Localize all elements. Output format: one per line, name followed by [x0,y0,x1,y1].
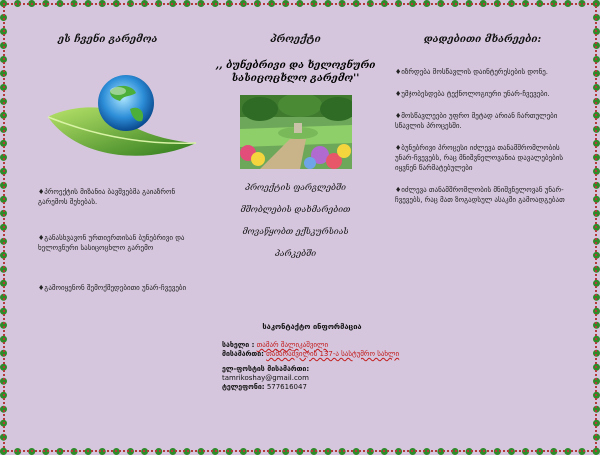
contact-title: საკონტაქტო ინფორმაცია [262,322,362,331]
right-bullet-1: ♦იზრდება მოსწავლის დაინტერესების დონე. [395,68,549,76]
contact-address-label: მისამართი: [222,350,264,358]
garden-photo [240,95,352,169]
right-column [395,34,570,205]
left-bullet-1: ♦პროექტის მიზანია ბავშვებმა გაიაზრონ გარემოს შეხებას. [38,188,176,206]
project-line-1: პროექტის ფარგლებში [245,183,346,193]
contact-name-value: თამარ შალიკაშვილი [256,341,329,349]
left-heading: ეს ჩვენი გარემოა [58,34,158,45]
contact-info [222,322,402,392]
right-bullet-5: ♦იძლევა თანამშრომლობის მნიშვნელოვან უნარ-ჩვევებს, რაც მათ ზოგადსულ ასაკში გამოადგებათ [395,186,565,204]
right-bullet-4: ♦ბუნებრივი პროცესი იძლევა თანამშრომლობის უნარ-ჩვევებს, რაც მნიშვნელოვანია დავალებების იყვნენ წარმატებულები [395,144,564,172]
contact-address-row [222,350,402,359]
contact-address-value: თამარაშვილის 137-ა სასტუმრო სახლი [266,350,400,358]
contact-name-label: სახელი : [222,341,255,349]
contact-email-value-row [222,374,402,383]
right-heading: დადებითი მხარეები: [423,34,542,45]
project-line-3: მოვაწყობთ ექსკურსიას [242,227,349,237]
left-column [38,34,203,293]
contact-email-label: ელ-ფოსტის მისამართი: [222,365,310,373]
project-line-4: პარკებში [274,249,317,259]
contact-phone-value: 577616047 [266,383,307,391]
left-bullet-3: ♦გამოიყენონ შემოქმედებითი უნარ-ჩვევები [38,284,187,292]
center-heading: პროექტი [270,34,321,45]
contact-phone-label: ტელეფონი: [222,383,265,391]
globe-leaf-illustration [38,65,203,165]
project-line-2: მშობლების დახმარებით [240,205,351,215]
right-bullet-3: ♦მოსწავლეები უფრო მეტად არიან ჩართულები სწავლის პროცესში. [395,112,558,130]
contact-phone-row [222,383,402,392]
project-title: ,, ბუნებრივი და ხელოვნური სასიცოცხლო გარემო'' [215,60,376,84]
contact-name-row [222,341,402,350]
left-bullet-2: ♦განასხვავონ ურთიერთისან ბუნებრივი და ხელოვნური სასიცოცხლო გარემო [38,234,185,252]
contact-email-value[interactable]: tamrikoshay@gmail.com [222,374,309,382]
contact-email-label-row [222,365,402,374]
center-column [213,34,378,259]
right-bullet-2: ♦უმჯობესდება ტექნოლოგიური უნარ-ჩვევები. [395,90,550,98]
